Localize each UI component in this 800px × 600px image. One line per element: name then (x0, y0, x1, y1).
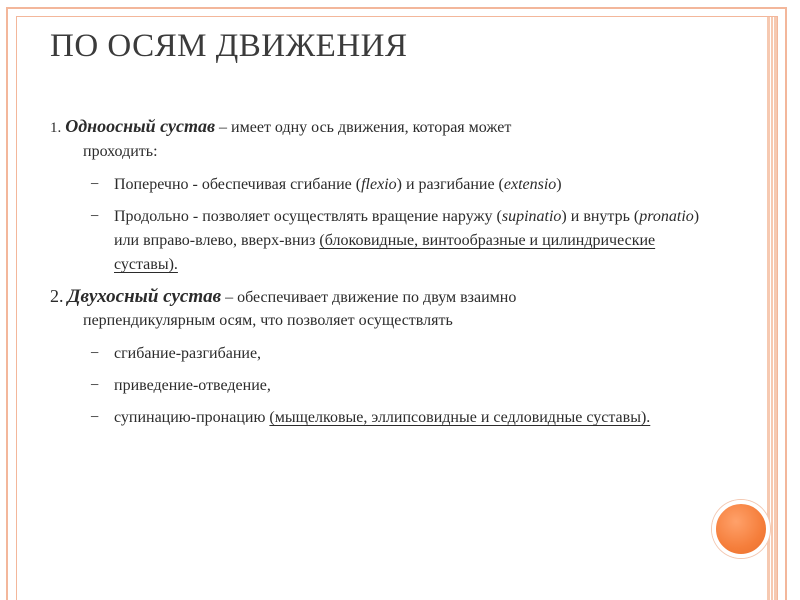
latin-term: flexio (361, 176, 397, 193)
item-1 (50, 115, 710, 163)
item-1-term: Одноосный сустав (65, 116, 216, 136)
dash-bullet: − (90, 208, 100, 225)
dash-bullet: − (90, 345, 100, 362)
slide-title: ПО ОСЯМ ДВИЖЕНИЯ (50, 28, 408, 64)
dash-bullet: − (90, 409, 100, 426)
item-1-desc-line1: – имеет одну ось движения, которая может (215, 119, 512, 136)
latin-term: extensio (503, 176, 557, 193)
decorative-orange-circle (712, 500, 770, 558)
latin-term: pronatio (639, 208, 694, 225)
dash-bullet: − (90, 176, 100, 193)
item-2-number: 2. (50, 286, 64, 306)
item-2 (50, 285, 710, 332)
item-2-sub-3: − супинацию-пронацию (мыщелковые, эллипсовидные и седловидные суставы). (50, 406, 710, 430)
item-1-desc-line2: проходить: (83, 143, 158, 160)
right-decorative-band (767, 17, 777, 600)
item-2-desc-line2: перпендикулярным осям, что позволяет осуществлять (83, 312, 453, 329)
item-1-sub-1: − Поперечно - обеспечивая сгибание (flexio) и разгибание (extensio) (50, 173, 710, 197)
item-2-sub-2: − приведение-отведение, (50, 374, 710, 398)
item-1-number: 1. (50, 120, 62, 136)
latin-term: supinatio (501, 208, 562, 225)
dash-bullet: − (90, 377, 100, 394)
item-2-term: Двухосный сустав (67, 286, 222, 307)
item-2-desc-line1: – обеспечивает движение по двум взаимно (221, 289, 517, 306)
joint-types-note: (мыщелковые, эллипсовидные и седловидные суставы). (269, 409, 651, 426)
item-1-sub-2: − Продольно - позволяет осуществлять вращение наружу (supinatio) и внутрь (pronatio) или вправо-влево, вверх-вниз (блоковидные, винтообразные и цилиндрические суставы). (50, 205, 710, 277)
joint-types-note: (блоковидные, винтообразные и цилиндрические суставы). (114, 232, 656, 273)
slide-content (50, 115, 710, 438)
item-2-sub-1: − сгибание-разгибание, (50, 342, 710, 366)
